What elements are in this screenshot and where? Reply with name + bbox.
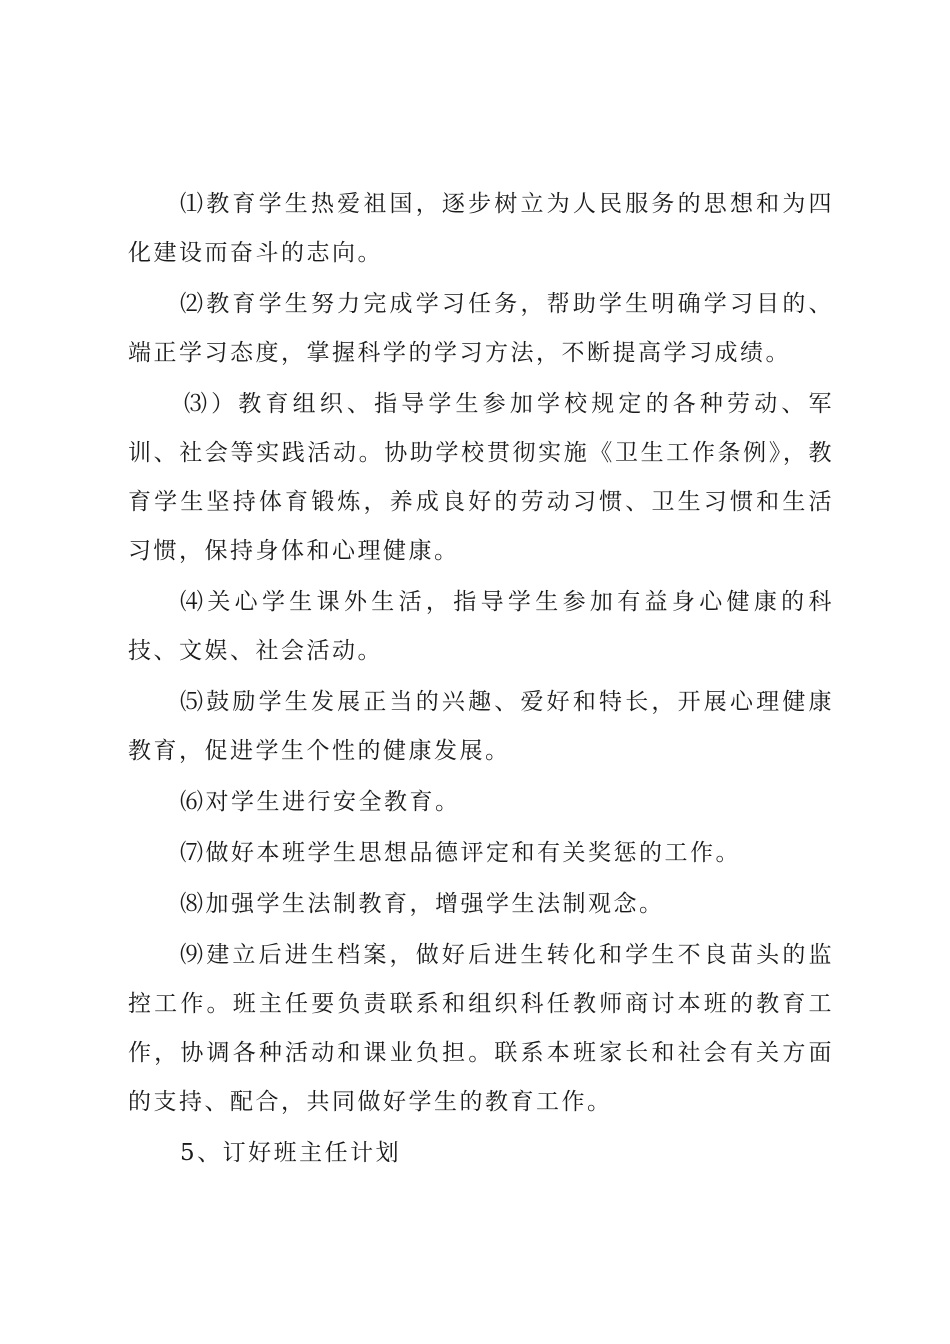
section-heading: 5、订好班主任计划	[180, 1140, 402, 1166]
paragraph-item-4: ⑷关心学生课外生活，指导学生参加有益身心健康的科技、文娱、社会活动。	[128, 589, 834, 664]
paragraph-item-7: ⑺做好本班学生思想品德评定和有关奖惩的工作。	[180, 840, 741, 866]
paragraph-item-8: ⑻加强学生法制教育，增强学生法制观念。	[180, 891, 665, 917]
paragraph-item-3: ⑶）教育组织、指导学生参加学校规定的各种劳动、军训、社会等实践活动。协助学校贯彻实施《卫生工作条例》，教育学生坚持体育锻炼，养成良好的劳动习惯、卫生习惯和生活习惯，保持身体和心理健康。	[128, 391, 834, 564]
paragraph-item-5: ⑸鼓励学生发展正当的兴趣、爱好和特长，开展心理健康教育，促进学生个性的健康发展。	[128, 689, 834, 764]
paragraph-item-1: ⑴教育学生热爱祖国，逐步树立为人民服务的思想和为四化建设而奋斗的志向。	[128, 191, 834, 266]
paragraph-item-6: ⑹对学生进行安全教育。	[180, 789, 461, 815]
paragraph-item-2: ⑵教育学生努力完成学习任务，帮助学生明确学习目的、端正学习态度，掌握科学的学习方法，不断提高学习成绩。	[128, 291, 834, 366]
paragraph-item-9: ⑼建立后进生档案，做好后进生转化和学生不良苗头的监控工作。班主任要负责联系和组织科任教师商讨本班的教育工作，协调各种活动和课业负担。联系本班家长和社会有关方面的支持、配合，共同做好学生的教育工作。	[128, 942, 834, 1115]
document-body	[128, 180, 834, 1178]
